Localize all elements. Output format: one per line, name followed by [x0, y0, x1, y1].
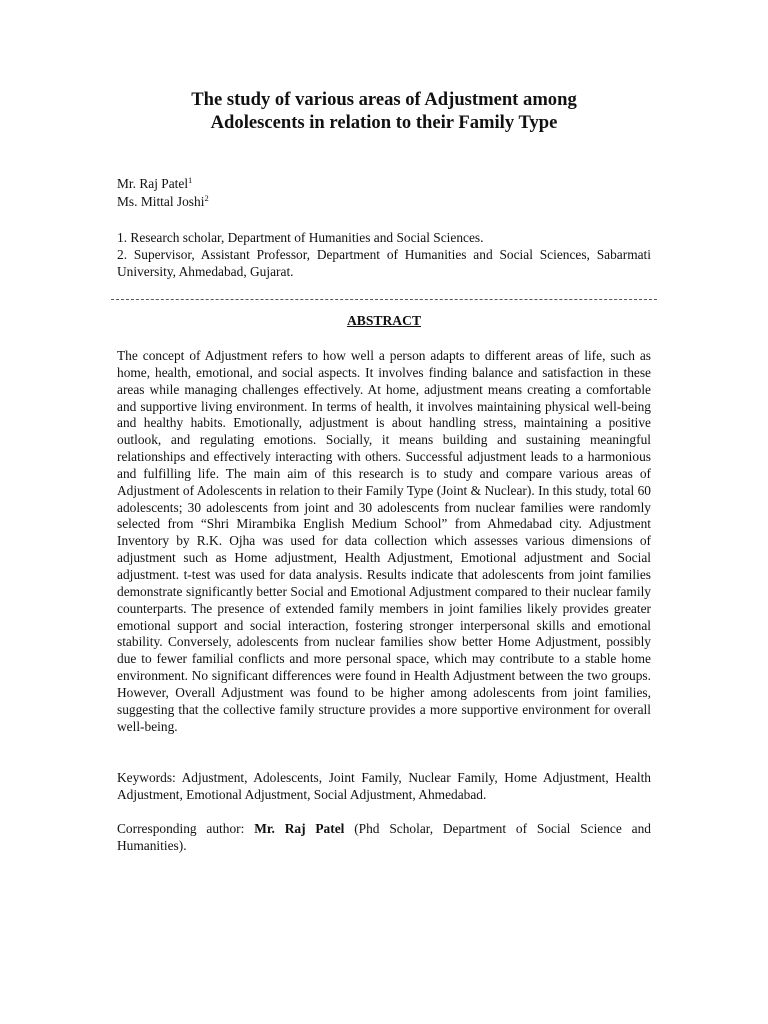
author-1-superscript: 1	[188, 175, 193, 185]
paper-title-line-2: Adolescents in relation to their Family Type	[210, 112, 558, 133]
paper-title	[117, 88, 651, 134]
keywords-label: Keywords:	[117, 770, 176, 786]
corresponding-label: Corresponding author:	[117, 821, 245, 837]
abstract-heading: ABSTRACT	[346, 313, 422, 328]
section-divider	[111, 299, 657, 300]
corresponding-author	[117, 820, 651, 854]
affiliation-2: 2. Supervisor, Assistant Professor, Department of Humanities and Social Sciences, Sabarmati University, Ahmedabad, Gujarat.	[117, 247, 651, 279]
author-2-superscript: 2	[204, 193, 209, 203]
keywords	[117, 769, 651, 803]
paper-title-line-1: The study of various areas of Adjustment among	[191, 89, 577, 110]
abstract-body: The concept of Adjustment refers to how well a person adapts to different areas of life, such as home, health, emotional, and social aspects. It involves finding balance and satisfaction in these areas while managing challenges effectively. At home, adjustment means creating a comfortable and supportive living environment. In terms of health, it involves maintaining physical well-being and healthy habits. Emotionally, adjustment is about handling stress, maintaining a positive outlook, and regulating emotions. Socially, it means building and sustaining meaningful relationships and effectively interacting with others. Successful adjustment leads to a harmonious and fulfilling life. The main aim of this research is to study and compare various areas of Adjustment of Adolescents in relation to their Family Type (Joint & Nuclear). In this study, total 60 adolescents; 30 adolescents from joint and 30 adolescents from nuclear families were randomly selected from “Shri Mirambika English Medium School” from Ahmedabad city. Adjustment Inventory by R.K. Ojha was used for data collection which assesses various dimensions of adjustment such as Home adjustment, Health Adjustment, Emotional adjustment and Social adjustment. t-test was used for data analysis. Results indicate that adolescents from joint families demonstrate significantly better Social and Emotional Adjustment compared to their nuclear family counterparts. The presence of extended family members in joint families likely provides greater emotional support and social interaction, fostering stronger interpersonal skills and emotional stability. Conversely, adolescents from nuclear families show better Home Adjustment, possibly due to fewer familial conflicts and more personal space, which may contribute to a stable home environment. No significant differences were found in Health Adjustment between the two groups. However, Overall Adjustment was found to be higher among adolescents from joint families, suggesting that the collective family structure provides a more supportive environment for overall well-being.	[117, 348, 651, 734]
author-1-name: Mr. Raj Patel	[117, 176, 189, 191]
author-1	[117, 175, 651, 193]
author-2	[117, 193, 651, 211]
corresponding-detail: (Phd Scholar, Department of Social Science and Humanities).	[117, 821, 651, 854]
author-list	[117, 175, 651, 211]
corresponding-name: Mr. Raj Patel	[254, 821, 345, 837]
affiliations	[117, 229, 651, 280]
paper-page	[117, 88, 651, 854]
keywords-text: Adjustment, Adolescents, Joint Family, Nuclear Family, Home Adjustment, Health Adjustment, Emotional Adjustment, Social Adjustment, Ahmedabad.	[117, 770, 652, 803]
affiliation-1: 1. Research scholar, Department of Humanities and Social Sciences.	[117, 230, 484, 245]
author-2-name: Ms. Mittal Joshi	[117, 194, 205, 209]
